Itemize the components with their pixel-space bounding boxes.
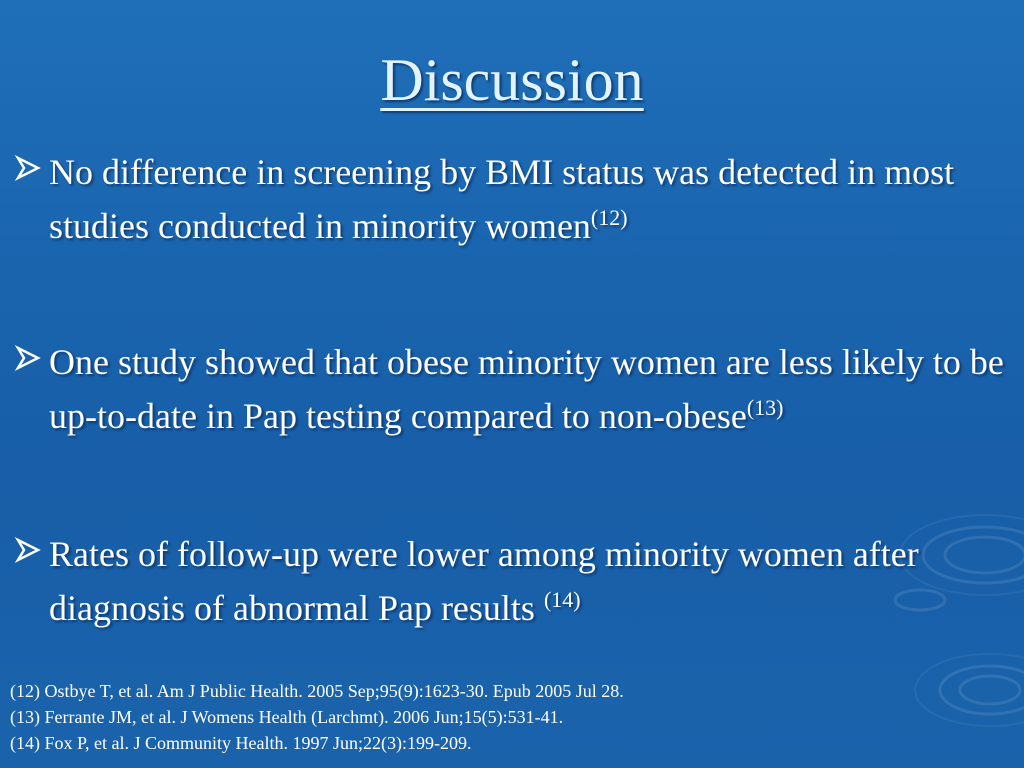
reference-item: (12) Ostbye T, et al. Am J Public Health. 2005 Sep;95(9):1623-30. Epub 2005 Jul 28. <box>10 681 624 701</box>
bullet-text <box>49 527 1019 635</box>
bullet-body: Rates of follow-up were lower among minority women after diagnosis of abnormal Pap results <box>49 534 919 628</box>
citation-ref: (12) <box>590 205 628 230</box>
slide-title: Discussion <box>380 47 644 113</box>
bullet-text <box>49 145 1019 253</box>
reference-item: (14) Fox P, et al. J Community Health. 1997 Jun;22(3):199-209. <box>10 733 472 753</box>
arrowhead-bullet-icon <box>14 341 44 375</box>
arrowhead-bullet-icon <box>14 151 44 185</box>
references-list <box>10 678 1010 756</box>
bullet-body: One study showed that obese minority women are less likely to be up-to-date in Pap testing compared to non-obese <box>49 342 1004 436</box>
bullet-text <box>49 335 1019 443</box>
bullet-body: No difference in screening by BMI status was detected in most studies conducted in minority women <box>49 152 955 246</box>
citation-ref: (13) <box>746 395 784 420</box>
arrowhead-bullet-icon <box>14 533 44 567</box>
reference-item: (13) Ferrante JM, et al. J Womens Health (Larchmt). 2006 Jun;15(5):531-41. <box>10 707 564 727</box>
citation-ref: (14) <box>543 587 581 612</box>
